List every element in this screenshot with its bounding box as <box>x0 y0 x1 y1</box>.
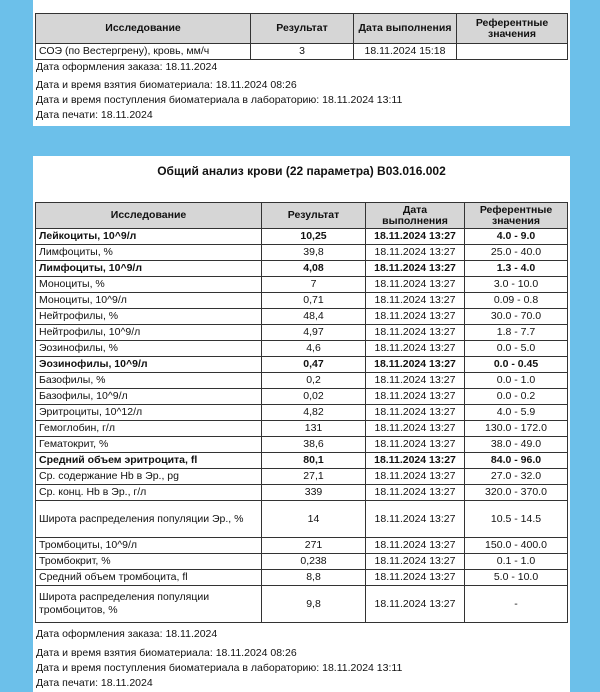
cell-result: 0,238 <box>262 554 366 570</box>
cell-study: Широта распределения популяции Эр., % <box>36 501 262 538</box>
cell-study: Базофилы, 10^9/л <box>36 389 262 405</box>
print-date: Дата печати: 18.11.2024 <box>36 109 153 121</box>
table-row <box>36 453 568 469</box>
header-study: Исследование <box>36 14 251 44</box>
table-row <box>36 293 568 309</box>
table-row <box>36 309 568 325</box>
cell-result: 39,8 <box>262 245 366 261</box>
table-row <box>36 570 568 586</box>
cell-result: 4,08 <box>262 261 366 277</box>
table-row <box>36 538 568 554</box>
cell-study: Средний объем тромбоцита, fl <box>36 570 262 586</box>
cell-reference: 0.09 - 0.8 <box>465 293 568 309</box>
table-row <box>36 586 568 623</box>
cell-study: Гематокрит, % <box>36 437 262 453</box>
header-date: Дата выполнения <box>354 14 457 44</box>
cell-date: 18.11.2024 13:27 <box>366 538 465 554</box>
cell-study: Моноциты, 10^9/л <box>36 293 262 309</box>
cell-reference: 0.1 - 1.0 <box>465 554 568 570</box>
table-row <box>36 373 568 389</box>
cell-reference: 27.0 - 32.0 <box>465 469 568 485</box>
header-study: Исследование <box>36 203 262 229</box>
header-result: Результат <box>251 14 354 44</box>
table-row <box>36 341 568 357</box>
cell-study: Базофилы, % <box>36 373 262 389</box>
cell-study: Лимфоциты, 10^9/л <box>36 261 262 277</box>
table-row <box>36 437 568 453</box>
cell-reference: 1.3 - 4.0 <box>465 261 568 277</box>
sample-taken-date: Дата и время взятия биоматериала: 18.11.2024 08:26 <box>36 647 297 659</box>
cell-study: Нейтрофилы, % <box>36 309 262 325</box>
table-row <box>36 405 568 421</box>
cell-date: 18.11.2024 13:27 <box>366 485 465 501</box>
cell-date: 18.11.2024 13:27 <box>366 421 465 437</box>
cell-result: 4,82 <box>262 405 366 421</box>
cell-reference: 130.0 - 172.0 <box>465 421 568 437</box>
cell-reference: 0.0 - 0.2 <box>465 389 568 405</box>
cell-study: Эозинофилы, 10^9/л <box>36 357 262 373</box>
cell-study: Нейтрофилы, 10^9/л <box>36 325 262 341</box>
cell-result: 10,25 <box>262 229 366 245</box>
header-reference: Референтные значения <box>457 14 568 44</box>
header-date: Дата выполнения <box>366 203 465 229</box>
cell-result: 9,8 <box>262 586 366 623</box>
header-result: Результат <box>262 203 366 229</box>
cell-date: 18.11.2024 13:27 <box>366 469 465 485</box>
cell-study: Широта распределения популяции тромбоцитов, % <box>36 586 262 623</box>
cell-reference: 5.0 - 10.0 <box>465 570 568 586</box>
cell-study: Ср. конц. Hb в Эр., г/л <box>36 485 262 501</box>
cell-date: 18.11.2024 13:27 <box>366 586 465 623</box>
cell-study: Средний объем эритроцита, fl <box>36 453 262 469</box>
cell-study: Эозинофилы, % <box>36 341 262 357</box>
cell-date: 18.11.2024 13:27 <box>366 293 465 309</box>
cell-date: 18.11.2024 13:27 <box>366 389 465 405</box>
cell-date: 18.11.2024 13:27 <box>366 570 465 586</box>
cell-result: 131 <box>262 421 366 437</box>
cell-result: 0,02 <box>262 389 366 405</box>
cell-study: Лимфоциты, % <box>36 245 262 261</box>
cell-study: Ср. содержание Hb в Эр., pg <box>36 469 262 485</box>
cell-result: 4,97 <box>262 325 366 341</box>
cell-study: СОЭ (по Вестергрену), кровь, мм/ч <box>36 44 251 60</box>
cell-reference: 1.8 - 7.7 <box>465 325 568 341</box>
cell-date: 18.11.2024 13:27 <box>366 277 465 293</box>
cell-reference: 10.5 - 14.5 <box>465 501 568 538</box>
cell-result: 48,4 <box>262 309 366 325</box>
cell-date: 18.11.2024 13:27 <box>366 325 465 341</box>
order-date: Дата оформления заказа: 18.11.2024 <box>36 628 218 640</box>
table-row <box>36 245 568 261</box>
cell-date: 18.11.2024 13:27 <box>366 501 465 538</box>
cell-date: 18.11.2024 13:27 <box>366 261 465 277</box>
cell-date: 18.11.2024 13:27 <box>366 341 465 357</box>
sample-received-date: Дата и время поступления биоматериала в лабораторию: 18.11.2024 13:11 <box>36 94 403 106</box>
sample-received-date: Дата и время поступления биоматериала в лабораторию: 18.11.2024 13:11 <box>36 662 403 674</box>
table-row <box>36 277 568 293</box>
section-title: Общий анализ крови (22 параметра) B03.016.002 <box>157 164 446 178</box>
cell-result: 80,1 <box>262 453 366 469</box>
cbc-table <box>35 202 568 623</box>
cell-reference: 84.0 - 96.0 <box>465 453 568 469</box>
header-reference: Референтные значения <box>465 203 568 229</box>
cell-result: 0,71 <box>262 293 366 309</box>
cell-date: 18.11.2024 13:27 <box>366 554 465 570</box>
cell-reference: - <box>465 586 568 623</box>
cell-study: Тромбокрит, % <box>36 554 262 570</box>
cell-date: 18.11.2024 13:27 <box>366 437 465 453</box>
table-row <box>36 357 568 373</box>
table-row <box>36 501 568 538</box>
cell-reference: 150.0 - 400.0 <box>465 538 568 554</box>
cell-study: Гемоглобин, г/л <box>36 421 262 437</box>
cell-result: 0,47 <box>262 357 366 373</box>
cell-result: 27,1 <box>262 469 366 485</box>
cell-result: 14 <box>262 501 366 538</box>
table-row <box>36 325 568 341</box>
cell-result: 8,8 <box>262 570 366 586</box>
cell-date: 18.11.2024 13:27 <box>366 245 465 261</box>
cell-reference: 4.0 - 5.9 <box>465 405 568 421</box>
cell-result: 3 <box>251 44 354 60</box>
cell-reference: 0.0 - 5.0 <box>465 341 568 357</box>
cell-reference <box>457 44 568 60</box>
cell-date: 18.11.2024 13:27 <box>366 453 465 469</box>
cell-date: 18.11.2024 13:27 <box>366 373 465 389</box>
cell-reference: 320.0 - 370.0 <box>465 485 568 501</box>
cell-reference: 38.0 - 49.0 <box>465 437 568 453</box>
cell-result: 7 <box>262 277 366 293</box>
cell-result: 4,6 <box>262 341 366 357</box>
cell-result: 339 <box>262 485 366 501</box>
cell-study: Эритроциты, 10^12/л <box>36 405 262 421</box>
table-row <box>36 229 568 245</box>
table-row <box>36 469 568 485</box>
cell-reference: 0.0 - 0.45 <box>465 357 568 373</box>
result-sheet-cbc <box>33 156 570 692</box>
cell-reference: 0.0 - 1.0 <box>465 373 568 389</box>
cell-reference: 4.0 - 9.0 <box>465 229 568 245</box>
cell-reference: 3.0 - 10.0 <box>465 277 568 293</box>
sample-taken-date: Дата и время взятия биоматериала: 18.11.2024 08:26 <box>36 79 297 91</box>
cell-date: 18.11.2024 13:27 <box>366 357 465 373</box>
result-sheet-esr <box>33 0 570 126</box>
table-row <box>36 389 568 405</box>
esr-table <box>35 13 568 60</box>
table-row <box>36 421 568 437</box>
print-date: Дата печати: 18.11.2024 <box>36 677 153 689</box>
cell-date: 18.11.2024 15:18 <box>354 44 457 60</box>
table-row <box>36 485 568 501</box>
cell-date: 18.11.2024 13:27 <box>366 309 465 325</box>
cell-study: Моноциты, % <box>36 277 262 293</box>
table-row <box>36 554 568 570</box>
cell-study: Тромбоциты, 10^9/л <box>36 538 262 554</box>
cell-result: 271 <box>262 538 366 554</box>
order-date: Дата оформления заказа: 18.11.2024 <box>36 61 218 73</box>
cell-reference: 25.0 - 40.0 <box>465 245 568 261</box>
cell-reference: 30.0 - 70.0 <box>465 309 568 325</box>
cell-study: Лейкоциты, 10^9/л <box>36 229 262 245</box>
cell-date: 18.11.2024 13:27 <box>366 405 465 421</box>
table-row <box>36 261 568 277</box>
cell-date: 18.11.2024 13:27 <box>366 229 465 245</box>
table-row <box>36 44 568 60</box>
cell-result: 38,6 <box>262 437 366 453</box>
cell-result: 0,2 <box>262 373 366 389</box>
